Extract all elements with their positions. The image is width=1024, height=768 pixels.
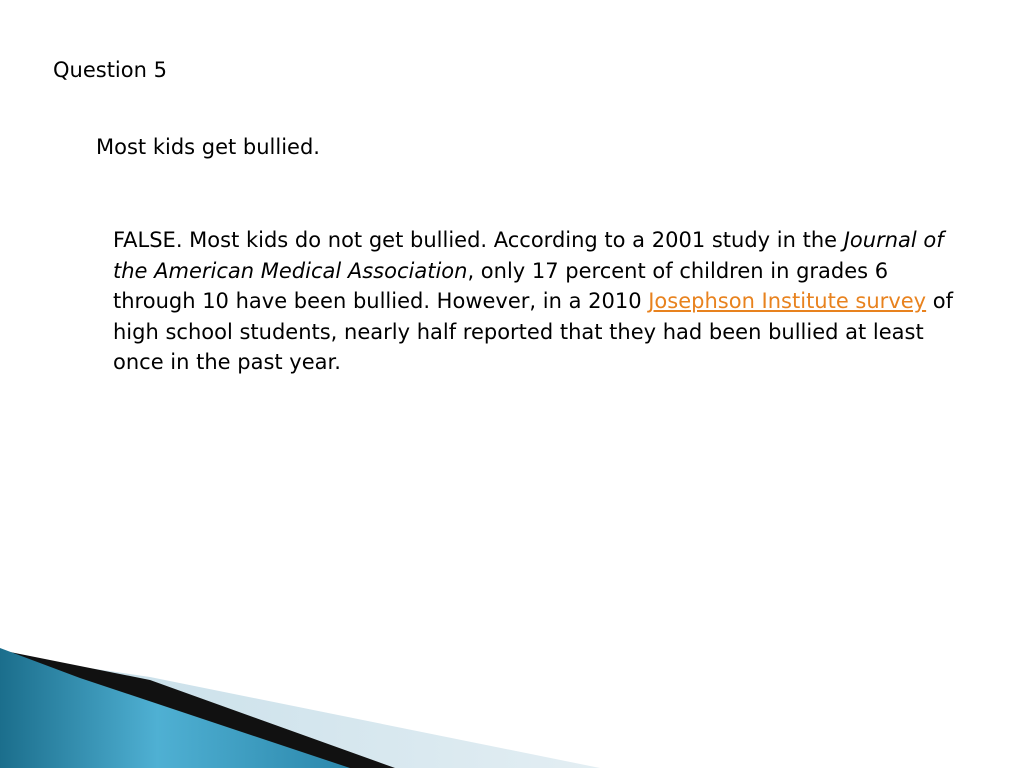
answer-text-part2: , only 17 percent of children in grades 6 through 10 have been bullied. However, in a 2010 (113, 258, 889, 313)
josephson-survey-link[interactable]: Josephson Institute survey (648, 289, 927, 313)
answer-text-part1: FALSE. Most kids do not get bullied. According to a 2001 study in the (113, 228, 844, 252)
decor-black-stripe (0, 650, 395, 768)
journal-title: Journal of the American Medical Association (113, 228, 944, 283)
statement-text: Most kids get bullied. (96, 135, 320, 159)
answer-paragraph (113, 225, 963, 378)
answer-text-part3: of high school students, nearly half reported that they had been bullied at least once in the past year. (113, 289, 954, 374)
decor-light-band (0, 655, 600, 768)
decor-blue-wave (0, 648, 350, 768)
question-label: Question 5 (53, 58, 167, 82)
